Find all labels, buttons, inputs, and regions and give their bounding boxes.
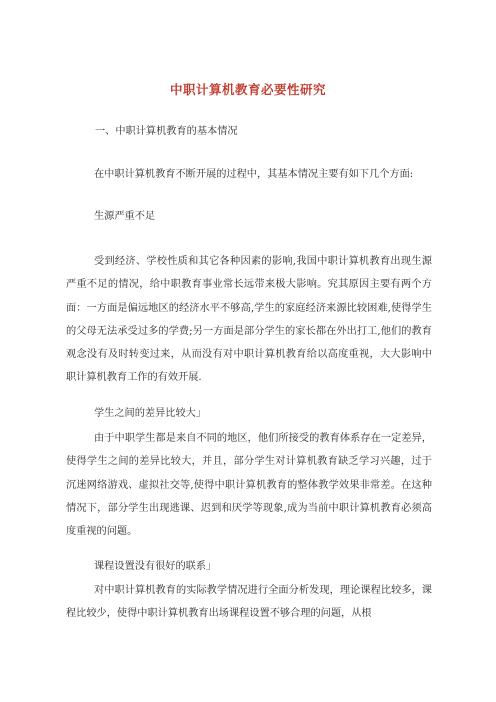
subheading-student-differences: 学生之间的差异比较大」 [94, 408, 207, 419]
paragraph-student-shortage: 受到经济、学校性质和其它各种因素的影响,我国中职计算机教育出现生源严重不足的情况，给中职教育事业常长远带来极大影响。究其原因主要有两个方面：一方面是偏远地区的经济水平不够高,学生的家庭经济来源比较困难,使得学生的父母无法承受过多的学费;另一方面是部分学生的家长都在外出打工,他们的教育观念没有及时转变过来，从而没有对中职计算机教育给以高度重视，大大影响中职计算机教育工作的有效开展. [66, 256, 432, 384]
section-heading: 一、中职计算机教育的基本情况 [95, 126, 238, 137]
intro-paragraph: 在中职计算机教育不断开展的过程中，其基本情况主要有如下几个方面: [94, 169, 414, 180]
subheading-student-shortage: 生源严重不足 [94, 211, 156, 222]
subheading-curriculum: 课程设置没有很好的联系」 [94, 561, 217, 572]
document-title: 中职计算机教育必要性研究 [169, 82, 326, 97]
paragraph-student-differences: 由于中职学生都是来自不同的地区，他们所接受的教育体系存在一定差异，使得学生之间的差异比较大，并且，部分学生对计算机教育缺乏学习兴趣，过于沉迷网络游戏、虚拟社交等,使得中职计算机教育的整体教学效果非常差。在这种情况下，部分学生出现逃课、迟到和厌学等现象,成为当前中职计算机教育必须高度重视的问题。 [66, 433, 432, 538]
paragraph-curriculum: 对中职计算机教育的实际教学情况进行全面分析发现，理论课程比较多，课程比较少，使得中职计算机教育出场课程设置不够合理的问题，从根 [66, 585, 432, 620]
